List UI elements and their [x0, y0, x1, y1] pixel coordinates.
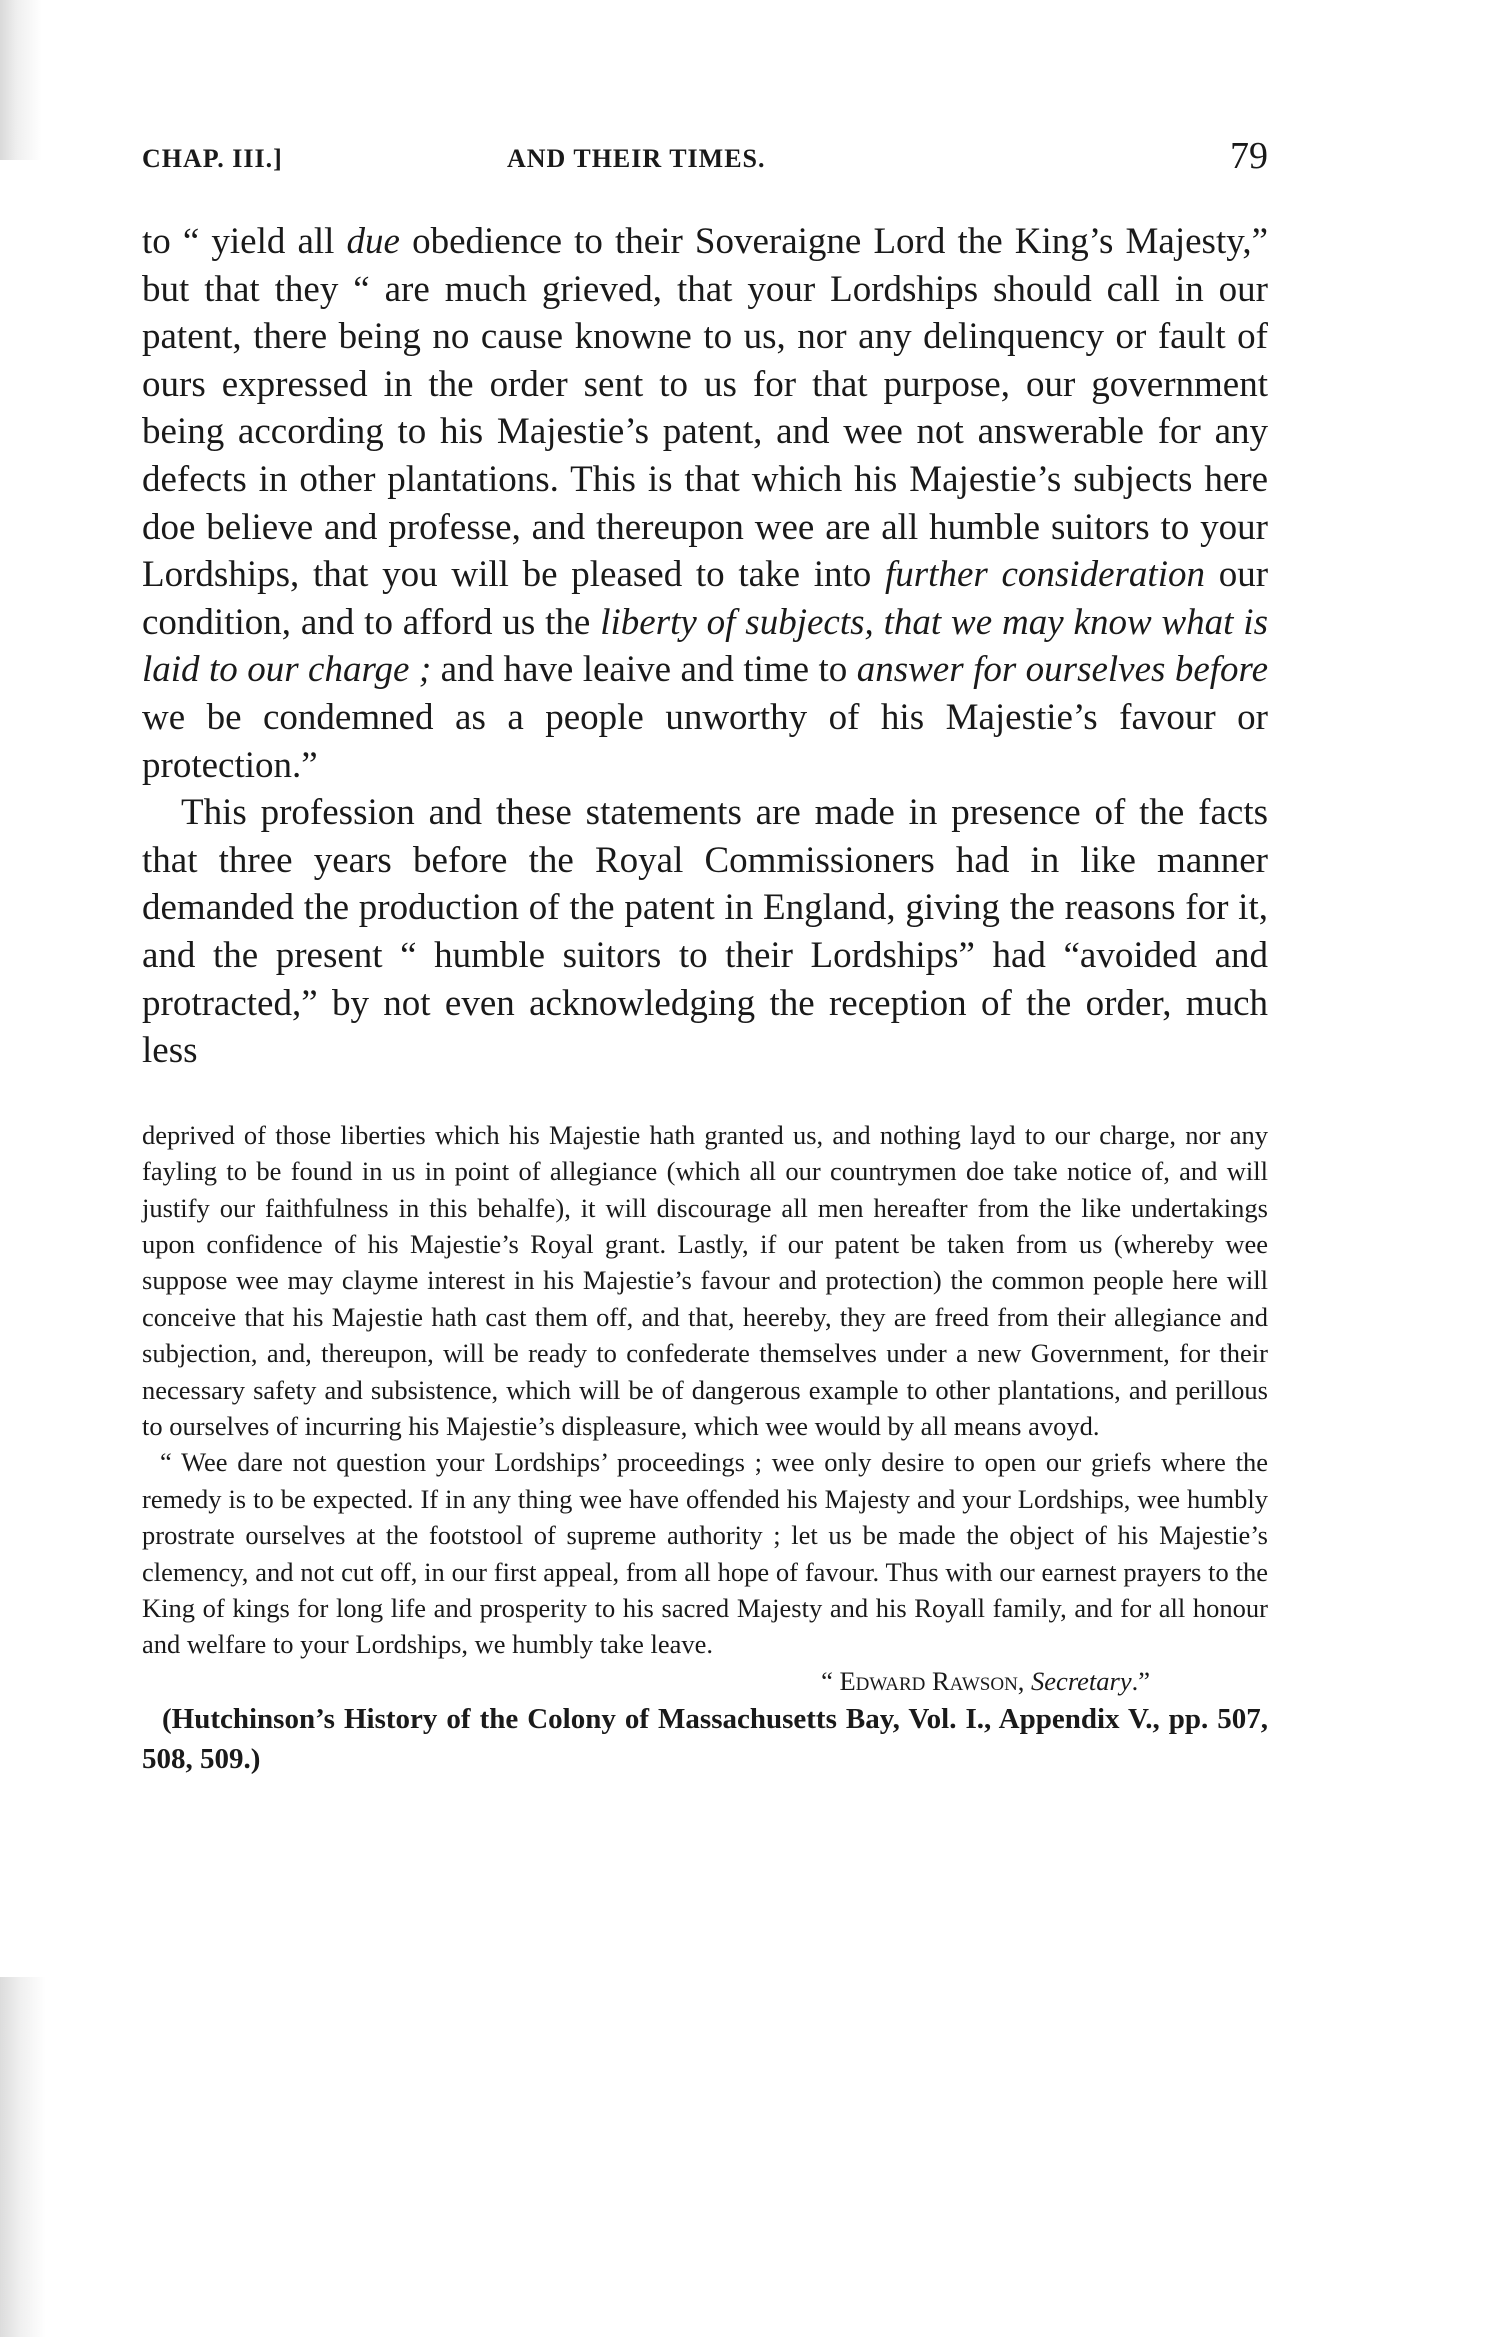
text-run: our condition, and to afford us the: [142, 554, 1269, 643]
footnote-block: [142, 1117, 1268, 1780]
footnote-paragraph-1: deprived of those liberties which his Majestie hath granted us, and nothing layd to our charge, nor any fayling to be found in us in point of allegiance (which all our countrymen doe take notice of, and will justify our faithfulness in this behalfe), it will discourage all men hereafter from the like undertakings upon confidence of his Majestie’s Royal grant. Lastly, if our patent be taken from us (whereby wee suppose wee may clayme interest in his Majestie’s favour and protection) the common people here will conceive that his Majestie hath cast them off, and that, heereby, they are freed from their allegiance and subjection, and, thereupon, will be ready to confederate themselves under a new Government, for their necessary safety and subsistence, which will be of dangerous example to other plantations, and perillous to ourselves of incurring his Majestie’s displeasure, which wee would by all means avoyd.: [142, 1119, 1268, 1441]
italic-run: answer for ourselves before: [856, 649, 1268, 691]
running-head: [142, 118, 1268, 178]
signature: [142, 1663, 1268, 1699]
footnote-paragraph-2: “ Wee dare not question your Lordships’ proceedings ; wee only desire to open our griefs where the remedy is to be expected. If in any thing wee have offended his Majesty and your Lordships, wee humbly prostrate ourselves at the footstool of supreme authority ; let us be made the object of his Majestie’s clemency, and not cut off, in our first appeal, from all hope of favour. Thus with our earnest prayers to the King of kings for long life and prosperity to his sacred Majesty and his Royall family, and for all honour and welfare to your Lordships, we humbly take leave.: [142, 1447, 1268, 1660]
text-run: to “ yield all: [142, 221, 347, 262]
scan-shadow-top-left: [0, 0, 42, 160]
signature-name: Edward Rawson: [839, 1665, 1018, 1696]
main-paragraph-2: This profession and these statements are made in presence of the facts that three years before the Royal Commissioners had in like manner demanded the production of the patent in England, giving the reasons for it, and the present “ humble suitors to their Lordships” had “avoided and protracted,” by not even acknowledging the reception of the order, much less: [142, 792, 1268, 1072]
text-run: and have leaive and time to: [431, 649, 857, 691]
signature-title: Secretary: [1031, 1665, 1132, 1696]
main-text: [142, 218, 1268, 1075]
text-run: obedience to their Soveraigne Lord the King’s Majesty,” but that they “ are much grieved, that your Lordships should call in our patent, there being no cause knowne to us, nor any delinquency or fault of ours expressed in the order sent to us for that purpose, our government being according to his Majestie’s patent, and wee not answerable for any defects in other plantations. This is that which his Majestie’s subjects here doe believe and professe, and thereupon wee are all humble suitors to your Lordships, that you will be pleased to take into: [142, 221, 1268, 596]
main-paragraph-1: [142, 218, 1268, 789]
scan-shadow-bottom-left: [0, 1977, 46, 2337]
signature-close-quote: .”: [1131, 1665, 1150, 1696]
italic-run: due: [346, 221, 400, 262]
signature-open-quote: “: [821, 1665, 840, 1696]
page-number: 79: [1230, 135, 1268, 177]
chapter-label: CHAP. III.]: [142, 144, 283, 173]
italic-run: further consideration: [885, 554, 1205, 596]
signature-separator: ,: [1017, 1665, 1032, 1696]
italic-run: liberty of subjects, that we may know what is laid to our charge ;: [142, 601, 1268, 691]
text-run: we be condemned as a people unworthy of his Majestie’s favour or protection.”: [142, 696, 1268, 786]
citation: (Hutchinson’s History of the Colony of Massachusetts Bay, Vol. I., Appendix V., pp. 507, 508, 509.): [142, 1703, 1268, 1776]
book-page: [142, 118, 1268, 1779]
running-title: AND THEIR TIMES.: [507, 144, 766, 173]
